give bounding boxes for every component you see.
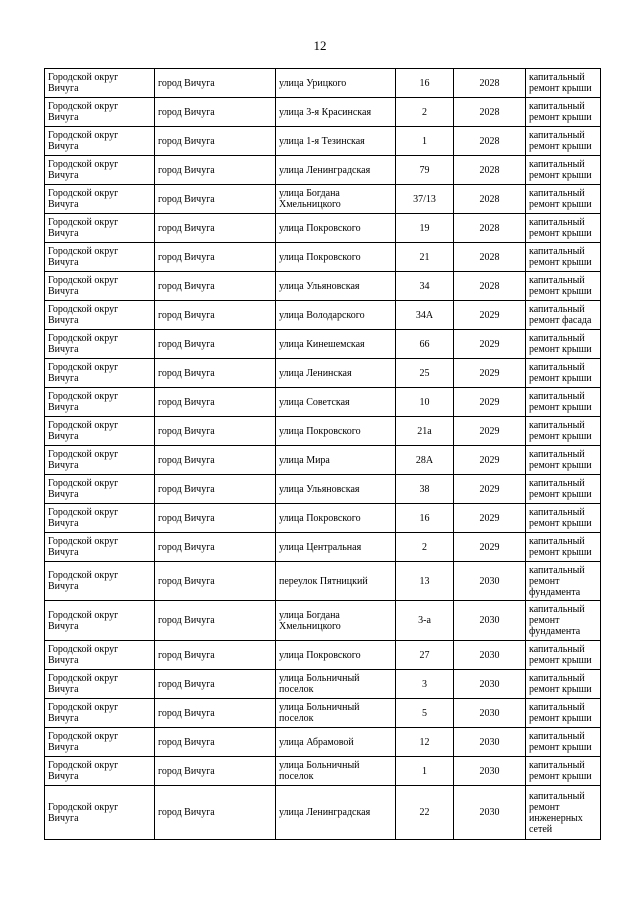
table-row	[45, 562, 601, 601]
cell-year: 2030	[454, 728, 526, 757]
cell-year: 2030	[454, 699, 526, 728]
cell-house-number: 16	[396, 69, 454, 98]
cell-house-number: 10	[396, 388, 454, 417]
cell-house-number: 13	[396, 562, 454, 601]
cell-work-type: капитальный ремонт крыши	[526, 757, 601, 786]
cell-city: город Вичуга	[155, 641, 276, 670]
cell-district: Городской округ Вичуга	[45, 301, 155, 330]
cell-district: Городской округ Вичуга	[45, 699, 155, 728]
cell-house-number: 19	[396, 214, 454, 243]
cell-street: улица Ленинградская	[276, 156, 396, 185]
cell-house-number: 3-а	[396, 601, 454, 641]
cell-district: Городской округ Вичуга	[45, 786, 155, 840]
cell-house-number: 16	[396, 504, 454, 533]
table-row	[45, 301, 601, 330]
cell-year: 2029	[454, 330, 526, 359]
cell-district: Городской округ Вичуга	[45, 757, 155, 786]
table-row	[45, 388, 601, 417]
cell-city: город Вичуга	[155, 475, 276, 504]
cell-city: город Вичуга	[155, 301, 276, 330]
cell-year: 2029	[454, 359, 526, 388]
cell-work-type: капитальный ремонт крыши	[526, 98, 601, 127]
cell-year: 2028	[454, 214, 526, 243]
cell-street: улица Богдана Хмельницкого	[276, 185, 396, 214]
cell-street: улица Покровского	[276, 504, 396, 533]
cell-year: 2029	[454, 446, 526, 475]
cell-year: 2029	[454, 475, 526, 504]
cell-house-number: 5	[396, 699, 454, 728]
table-row	[45, 243, 601, 272]
cell-house-number: 28А	[396, 446, 454, 475]
cell-city: город Вичуга	[155, 98, 276, 127]
cell-work-type: капитальный ремонт крыши	[526, 641, 601, 670]
cell-district: Городской округ Вичуга	[45, 98, 155, 127]
cell-street: улица 1-я Тезинская	[276, 127, 396, 156]
buildings-repair-table	[44, 68, 601, 840]
cell-city: город Вичуга	[155, 757, 276, 786]
cell-street: улица Больничный поселок	[276, 757, 396, 786]
cell-street: переулок Пятницкий	[276, 562, 396, 601]
cell-city: город Вичуга	[155, 417, 276, 446]
cell-work-type: капитальный ремонт фасада	[526, 301, 601, 330]
cell-district: Городской округ Вичуга	[45, 388, 155, 417]
cell-city: город Вичуга	[155, 699, 276, 728]
cell-district: Городской округ Вичуга	[45, 641, 155, 670]
cell-year: 2030	[454, 562, 526, 601]
cell-street: улица Центральная	[276, 533, 396, 562]
cell-district: Городской округ Вичуга	[45, 728, 155, 757]
table-row	[45, 214, 601, 243]
cell-city: город Вичуга	[155, 562, 276, 601]
cell-house-number: 2	[396, 533, 454, 562]
cell-year: 2029	[454, 388, 526, 417]
cell-street: улица Ленинградская	[276, 786, 396, 840]
table-row	[45, 272, 601, 301]
cell-work-type: капитальный ремонт крыши	[526, 475, 601, 504]
cell-city: город Вичуга	[155, 786, 276, 840]
cell-year: 2028	[454, 156, 526, 185]
cell-work-type: капитальный ремонт крыши	[526, 504, 601, 533]
cell-district: Городской округ Вичуга	[45, 446, 155, 475]
cell-street: улица Ульяновская	[276, 475, 396, 504]
cell-district: Городской округ Вичуга	[45, 475, 155, 504]
cell-city: город Вичуга	[155, 214, 276, 243]
cell-street: улица Покровского	[276, 641, 396, 670]
table-row	[45, 728, 601, 757]
cell-year: 2028	[454, 98, 526, 127]
cell-district: Городской округ Вичуга	[45, 417, 155, 446]
cell-street: улица Володарского	[276, 301, 396, 330]
cell-house-number: 34	[396, 272, 454, 301]
cell-house-number: 79	[396, 156, 454, 185]
cell-district: Городской округ Вичуга	[45, 69, 155, 98]
cell-work-type: капитальный ремонт крыши	[526, 670, 601, 699]
cell-work-type: капитальный ремонт крыши	[526, 728, 601, 757]
cell-city: город Вичуга	[155, 670, 276, 699]
cell-street: улица Абрамовой	[276, 728, 396, 757]
cell-work-type: капитальный ремонт крыши	[526, 330, 601, 359]
table-row	[45, 699, 601, 728]
cell-house-number: 38	[396, 475, 454, 504]
cell-city: город Вичуга	[155, 127, 276, 156]
cell-house-number: 1	[396, 127, 454, 156]
cell-street: улица Покровского	[276, 417, 396, 446]
cell-street: улица Мира	[276, 446, 396, 475]
cell-year: 2030	[454, 601, 526, 641]
cell-year: 2028	[454, 127, 526, 156]
cell-city: город Вичуга	[155, 446, 276, 475]
cell-work-type: капитальный ремонт крыши	[526, 127, 601, 156]
cell-district: Городской округ Вичуга	[45, 601, 155, 641]
cell-street: улица Ленинская	[276, 359, 396, 388]
cell-city: город Вичуга	[155, 156, 276, 185]
cell-year: 2029	[454, 301, 526, 330]
cell-street: улица Урицкого	[276, 69, 396, 98]
table-row	[45, 757, 601, 786]
cell-work-type: капитальный ремонт крыши	[526, 185, 601, 214]
cell-work-type: капитальный ремонт фундамента	[526, 562, 601, 601]
cell-year: 2028	[454, 69, 526, 98]
cell-city: город Вичуга	[155, 359, 276, 388]
table-row	[45, 446, 601, 475]
cell-house-number: 34А	[396, 301, 454, 330]
table-row	[45, 156, 601, 185]
cell-city: город Вичуга	[155, 243, 276, 272]
cell-district: Городской округ Вичуга	[45, 330, 155, 359]
table-row	[45, 69, 601, 98]
cell-street: улица Советская	[276, 388, 396, 417]
cell-street: улица Больничный поселок	[276, 670, 396, 699]
table-row	[45, 504, 601, 533]
cell-house-number: 66	[396, 330, 454, 359]
cell-district: Городской округ Вичуга	[45, 359, 155, 388]
table-row	[45, 475, 601, 504]
cell-work-type: капитальный ремонт крыши	[526, 446, 601, 475]
cell-house-number: 3	[396, 670, 454, 699]
cell-district: Городской округ Вичуга	[45, 533, 155, 562]
cell-district: Городской округ Вичуга	[45, 243, 155, 272]
cell-street: улица Богдана Хмельницкого	[276, 601, 396, 641]
cell-house-number: 1	[396, 757, 454, 786]
cell-house-number: 2	[396, 98, 454, 127]
cell-work-type: капитальный ремонт крыши	[526, 156, 601, 185]
cell-house-number: 27	[396, 641, 454, 670]
table-row	[45, 533, 601, 562]
table-row	[45, 417, 601, 446]
table-row	[45, 601, 601, 641]
table-row	[45, 127, 601, 156]
cell-street: улица Покровского	[276, 243, 396, 272]
cell-house-number: 37/13	[396, 185, 454, 214]
cell-work-type: капитальный ремонт фундамента	[526, 601, 601, 641]
cell-work-type: капитальный ремонт крыши	[526, 388, 601, 417]
cell-year: 2028	[454, 185, 526, 214]
cell-city: город Вичуга	[155, 533, 276, 562]
cell-work-type: капитальный ремонт крыши	[526, 272, 601, 301]
table-body	[45, 69, 601, 840]
cell-work-type: капитальный ремонт крыши	[526, 214, 601, 243]
cell-street: улица Ульяновская	[276, 272, 396, 301]
cell-year: 2029	[454, 417, 526, 446]
cell-year: 2030	[454, 757, 526, 786]
cell-year: 2029	[454, 504, 526, 533]
cell-work-type: капитальный ремонт крыши	[526, 69, 601, 98]
cell-work-type: капитальный ремонт крыши	[526, 533, 601, 562]
cell-district: Городской округ Вичуга	[45, 504, 155, 533]
cell-house-number: 25	[396, 359, 454, 388]
cell-district: Городской округ Вичуга	[45, 214, 155, 243]
cell-street: улица Покровского	[276, 214, 396, 243]
cell-city: город Вичуга	[155, 330, 276, 359]
cell-year: 2030	[454, 670, 526, 699]
cell-year: 2029	[454, 533, 526, 562]
cell-street: улица Кинешемская	[276, 330, 396, 359]
cell-district: Городской округ Вичуга	[45, 185, 155, 214]
cell-year: 2030	[454, 641, 526, 670]
page-number: 12	[313, 38, 327, 53]
cell-work-type: капитальный ремонт крыши	[526, 699, 601, 728]
cell-district: Городской округ Вичуга	[45, 562, 155, 601]
cell-house-number: 12	[396, 728, 454, 757]
cell-city: город Вичуга	[155, 185, 276, 214]
table-row	[45, 786, 601, 840]
cell-district: Городской округ Вичуга	[45, 272, 155, 301]
cell-street: улица 3-я Красинская	[276, 98, 396, 127]
cell-house-number: 22	[396, 786, 454, 840]
cell-district: Городской округ Вичуга	[45, 127, 155, 156]
cell-work-type: капитальный ремонт крыши	[526, 417, 601, 446]
cell-house-number: 21а	[396, 417, 454, 446]
cell-year: 2028	[454, 272, 526, 301]
cell-city: город Вичуга	[155, 388, 276, 417]
table-row	[45, 359, 601, 388]
cell-work-type: капитальный ремонт инженерных сетей	[526, 786, 601, 840]
cell-house-number: 21	[396, 243, 454, 272]
cell-street: улица Больничный поселок	[276, 699, 396, 728]
cell-city: город Вичуга	[155, 69, 276, 98]
cell-year: 2030	[454, 786, 526, 840]
cell-work-type: капитальный ремонт крыши	[526, 359, 601, 388]
table-row	[45, 98, 601, 127]
cell-district: Городской округ Вичуга	[45, 670, 155, 699]
table-row	[45, 330, 601, 359]
cell-district: Городской округ Вичуга	[45, 156, 155, 185]
cell-year: 2028	[454, 243, 526, 272]
cell-city: город Вичуга	[155, 728, 276, 757]
table-row	[45, 185, 601, 214]
cell-work-type: капитальный ремонт крыши	[526, 243, 601, 272]
table-row	[45, 670, 601, 699]
cell-city: город Вичуга	[155, 272, 276, 301]
cell-city: город Вичуга	[155, 601, 276, 641]
table-row	[45, 641, 601, 670]
cell-city: город Вичуга	[155, 504, 276, 533]
